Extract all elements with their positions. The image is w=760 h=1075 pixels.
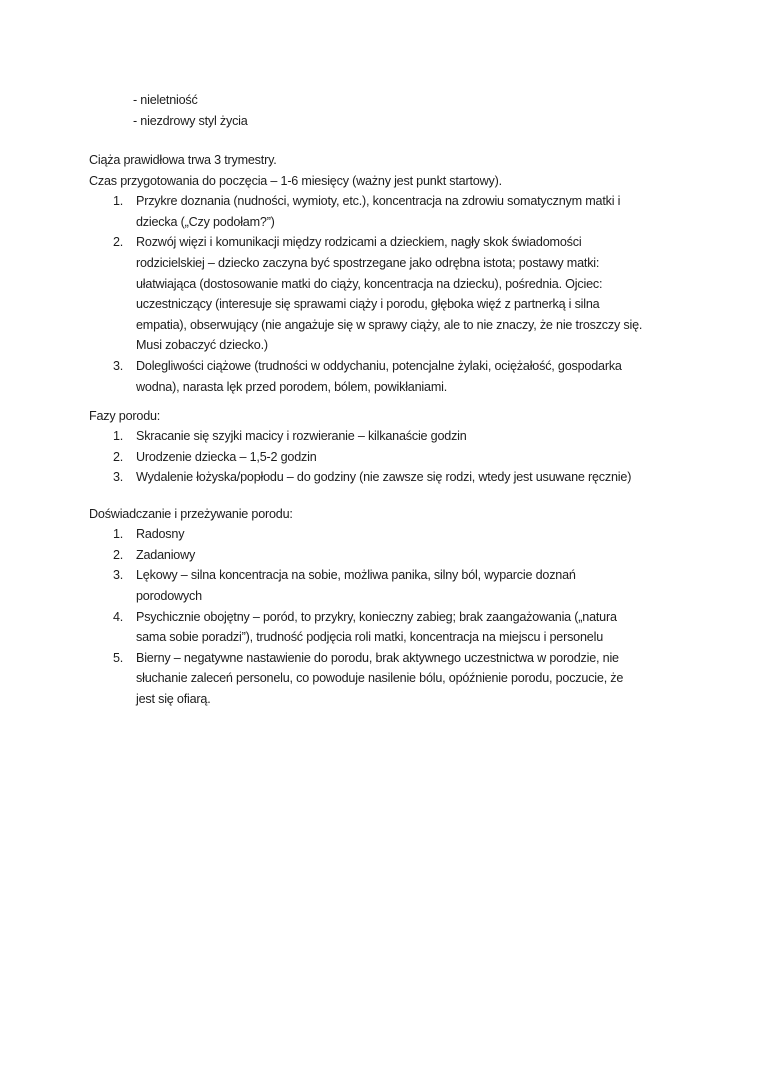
list-number: 3. (113, 359, 124, 374)
list-item-text (136, 447, 689, 468)
text-line: rodzicielskiej – dziecko zaczyna być spostrzegane jako odrębna istota; postawy matki: (136, 256, 600, 271)
trimesters-list (89, 191, 689, 397)
dash-item: - nieletniość (133, 93, 198, 107)
text-line: empatia), obserwujący (nie angażuje się w sprawy ciąży, ale to nie znaczy, że nie troszczy się. (136, 317, 643, 332)
text-line: wodna), narasta lęk przed porodem, bólem, powikłaniami. (136, 379, 448, 394)
list-number: 4. (113, 609, 124, 624)
list-item-text (136, 467, 689, 488)
list-number: 3. (113, 470, 124, 485)
list-item (89, 191, 689, 232)
list-item-text (136, 648, 689, 710)
list-number: 5. (113, 650, 124, 665)
birth-experience-list (89, 524, 689, 709)
list-item-text (136, 356, 689, 397)
text-line: Wydalenie łożyska/popłodu – do godziny (nie zawsze się rodzi, wtedy jest usuwane ręcznie) (136, 470, 632, 485)
list-number: 2. (113, 547, 124, 562)
text-line: Radosny (136, 527, 185, 542)
list-item (89, 607, 689, 648)
text-line: Lękowy – silna koncentracja na sobie, możliwa panika, silny ból, wyparcie doznań (136, 568, 576, 583)
document-content (89, 90, 689, 710)
list-item (89, 648, 689, 710)
text-line: Bierny – negatywne nastawienie do porodu, brak aktywnego uczestnictwa w porodzie, nie (136, 650, 619, 665)
list-number: 2. (113, 449, 124, 464)
text-line: Dolegliwości ciążowe (trudności w oddychaniu, potencjalne żylaki, ociężałość, gospodarka (136, 359, 622, 374)
list-item (89, 232, 689, 356)
section-heading-birth-experience: Doświadczanie i przeżywanie porodu: (89, 506, 293, 521)
text-line: słuchanie zaleceń personelu, co powoduje nasilenie bólu, opóźnienie porodu, poczucie, że (136, 671, 624, 686)
list-item (89, 565, 689, 606)
text-line: dziecka („Czy podołam?”) (136, 214, 275, 229)
text-line: jest się ofiarą. (136, 691, 211, 706)
text-line: uczestniczący (interesuje się sprawami ciąży i porodu, głęboka więź z partnerką i silna (136, 297, 600, 312)
list-item-text (136, 426, 689, 447)
text-line: Urodzenie dziecka – 1,5-2 godzin (136, 449, 317, 464)
dash-item: - niezdrowy styl życia (133, 113, 248, 128)
list-item-text (136, 545, 689, 566)
paragraph-line: Czas przygotowania do poczęcia – 1-6 miesięcy (ważny jest punkt startowy). (89, 173, 502, 188)
list-item-text (136, 607, 689, 648)
list-number: 1. (113, 527, 124, 542)
list-item (89, 545, 689, 566)
list-number: 1. (113, 429, 124, 444)
text-line: Psychicznie obojętny – poród, to przykry, konieczny zabieg; brak zaangażowania („natura (136, 609, 617, 624)
text-line: Zadaniowy (136, 547, 196, 562)
text-line: Rozwój więzi i komunikacji między rodzicami a dzieckiem, nagły skok świadomości (136, 235, 582, 250)
list-number: 2. (113, 235, 124, 250)
birth-phases-list (89, 426, 689, 488)
text-line: ułatwiająca (dostosowanie matki do ciąży, koncentracja na dziecku), pośrednia. Ojciec: (136, 276, 603, 291)
risk-factors-list (133, 90, 689, 131)
intro-paragraph (89, 150, 689, 191)
text-line: Musi zobaczyć dziecko.) (136, 338, 268, 353)
list-item (89, 467, 689, 488)
list-number: 3. (113, 568, 124, 583)
list-item-text (136, 565, 689, 606)
section-heading-birth-phases: Fazy porodu: (89, 408, 161, 423)
list-item (89, 426, 689, 447)
list-item-text (136, 524, 689, 545)
list-item (89, 356, 689, 397)
list-item (89, 447, 689, 468)
text-line: Przykre doznania (nudności, wymioty, etc.), koncentracja na zdrowiu somatycznym matki i (136, 194, 621, 209)
list-item-text (136, 232, 689, 356)
text-line: sama sobie poradzi”), trudność podjęcia roli matki, koncentracja na miejscu i personelu (136, 630, 603, 645)
text-line: porodowych (136, 588, 202, 603)
paragraph-line: Ciąża prawidłowa trwa 3 trymestry. (89, 153, 277, 168)
list-item-text (136, 191, 689, 232)
list-number: 1. (113, 194, 124, 209)
list-item (89, 524, 689, 545)
text-line: Skracanie się szyjki macicy i rozwieranie – kilkanaście godzin (136, 429, 467, 444)
